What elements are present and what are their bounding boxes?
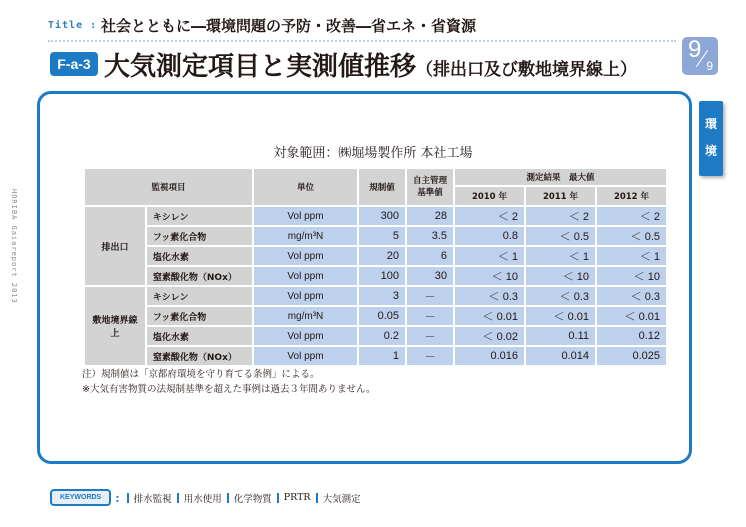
keyword-item[interactable]: 化学物質 (233, 493, 272, 505)
value-2011: 0.11 (526, 327, 595, 345)
value-2012: ＜ 0.01 (597, 307, 666, 325)
value-2012: ＜ 0.3 (597, 287, 666, 305)
item-name: フッ素化合物 (147, 227, 252, 245)
unit: Vol ppm (254, 247, 357, 265)
value-2011: ＜ 10 (526, 267, 595, 285)
header-self-line2: 基準値 (417, 188, 443, 198)
unit: Vol ppm (254, 347, 357, 365)
keyword-item[interactable]: PRTR (283, 492, 311, 503)
unit: Vol ppm (254, 267, 357, 285)
category-boundary: 敷地境界線上 (85, 287, 145, 365)
self-standard-value: － (407, 307, 453, 325)
regulation-value: 3 (359, 287, 405, 305)
scope-caption: 対象範囲：㈱堀場製作所 本社工場 (273, 146, 473, 161)
value-2011: 0.014 (526, 347, 595, 365)
value-2010: ＜ 0.01 (455, 307, 524, 325)
header-regulation: 規制値 (359, 169, 405, 205)
heading-sub: （排出口及び敷地境界線上） (416, 60, 638, 80)
self-standard-value: 6 (407, 247, 453, 265)
table-row (85, 227, 666, 245)
header-year-2010: 2010 年 (455, 187, 524, 205)
footnote-regulation-source: 注）規制値は「京都府環境を守り育てる条例」による。 (82, 369, 320, 380)
regulation-value: 20 (359, 247, 405, 265)
self-standard-value: 30 (407, 267, 453, 285)
unit: mg/m³N (254, 227, 357, 245)
self-standard-value: － (407, 287, 453, 305)
self-standard-value: 28 (407, 207, 453, 225)
value-2012: 0.025 (597, 347, 666, 365)
header-self-standard (407, 169, 453, 205)
value-2012: ＜ 10 (597, 267, 666, 285)
regulation-value: 300 (359, 207, 405, 225)
value-2011: ＜ 0.01 (526, 307, 595, 325)
category-exhaust: 排出口 (85, 207, 145, 285)
heading-main: 大気測定項目と実測値推移 (104, 52, 417, 82)
regulation-value: 0.2 (359, 327, 405, 345)
item-name: キシレン (147, 287, 252, 305)
title-divider (48, 40, 676, 42)
item-name: 塩化水素 (147, 327, 252, 345)
self-standard-value: 3.5 (407, 227, 453, 245)
keyword-item[interactable]: 用水使用 (183, 493, 222, 505)
item-name: フッ素化合物 (147, 307, 252, 325)
table-row (85, 247, 666, 265)
header-self-line1: 自主管理 (413, 176, 448, 186)
value-2010: ＜ 1 (455, 247, 524, 265)
table-row (85, 267, 666, 285)
keyword-separator (177, 493, 179, 503)
value-2010: ＜ 10 (455, 267, 524, 285)
table-row (85, 207, 666, 225)
unit: mg/m³N (254, 307, 357, 325)
page-heading (104, 46, 637, 83)
table-row (85, 307, 666, 325)
keyword-separator (227, 493, 229, 503)
value-2010: ＜ 0.02 (455, 327, 524, 345)
table-row (85, 347, 666, 365)
value-2012: ＜ 2 (597, 207, 666, 225)
regulation-value: 1 (359, 347, 405, 365)
page-number-badge (682, 37, 718, 75)
side-tab-environment[interactable] (699, 101, 723, 176)
header-item: 監視項目 (85, 169, 252, 205)
header-results: 測定結果 最大値 (455, 169, 666, 185)
keywords-colon: : (115, 490, 120, 505)
keywords-label: KEYWORDS (50, 489, 111, 506)
value-2012: ＜ 1 (597, 247, 666, 265)
value-2012: 0.12 (597, 327, 666, 345)
section-code-badge: F-a-3 (50, 52, 98, 76)
keyword-separator (316, 493, 318, 503)
item-name: 塩化水素 (147, 247, 252, 265)
page-total: 9 (706, 59, 713, 73)
value-2011: ＜ 0.3 (526, 287, 595, 305)
self-standard-value: － (407, 347, 453, 365)
regulation-value: 100 (359, 267, 405, 285)
self-standard-value: － (407, 327, 453, 345)
keyword-separator (127, 493, 129, 503)
header-year-2012: 2012 年 (597, 187, 666, 205)
header-year-2011: 2011 年 (526, 187, 595, 205)
side-tab-char: 環 (704, 117, 717, 131)
measurement-table (83, 167, 668, 367)
regulation-value: 5 (359, 227, 405, 245)
keyword-item[interactable]: 排水監視 (133, 493, 172, 505)
unit: Vol ppm (254, 207, 357, 225)
item-name: キシレン (147, 207, 252, 225)
keywords-bar (50, 489, 361, 506)
page-current: 9 (688, 36, 702, 63)
value-2011: ＜ 1 (526, 247, 595, 265)
value-2010: ＜ 2 (455, 207, 524, 225)
keyword-separator (277, 493, 279, 503)
regulation-value: 0.05 (359, 307, 405, 325)
header-unit: 単位 (254, 169, 357, 205)
footnotes (82, 367, 376, 397)
section-title: 社会とともに―環境問題の予防・改善―省エネ・省資源 (101, 17, 477, 35)
table-header-row (85, 169, 666, 185)
item-name: 窒素酸化物（NOx） (147, 267, 252, 285)
value-2011: ＜ 2 (526, 207, 595, 225)
title-label: Title : (48, 20, 98, 31)
value-2012: ＜ 0.5 (597, 227, 666, 245)
unit: Vol ppm (254, 327, 357, 345)
value-2010: ＜ 0.3 (455, 287, 524, 305)
side-tab-char: 境 (704, 144, 717, 158)
item-name: 窒素酸化物（NOx） (147, 347, 252, 365)
footnote-no-violations: ※大気有害物質の法規制基準を超えた事例は過去３年間ありません。 (82, 384, 376, 395)
value-2011: ＜ 0.5 (526, 227, 595, 245)
vertical-credit: HORIBA Gaiareport 2013 (10, 189, 18, 304)
value-2010: 0.016 (455, 347, 524, 365)
keyword-item[interactable]: 大気測定 (322, 493, 361, 505)
table-row (85, 327, 666, 345)
value-2010: 0.8 (455, 227, 524, 245)
table-row (85, 287, 666, 305)
unit: Vol ppm (254, 287, 357, 305)
